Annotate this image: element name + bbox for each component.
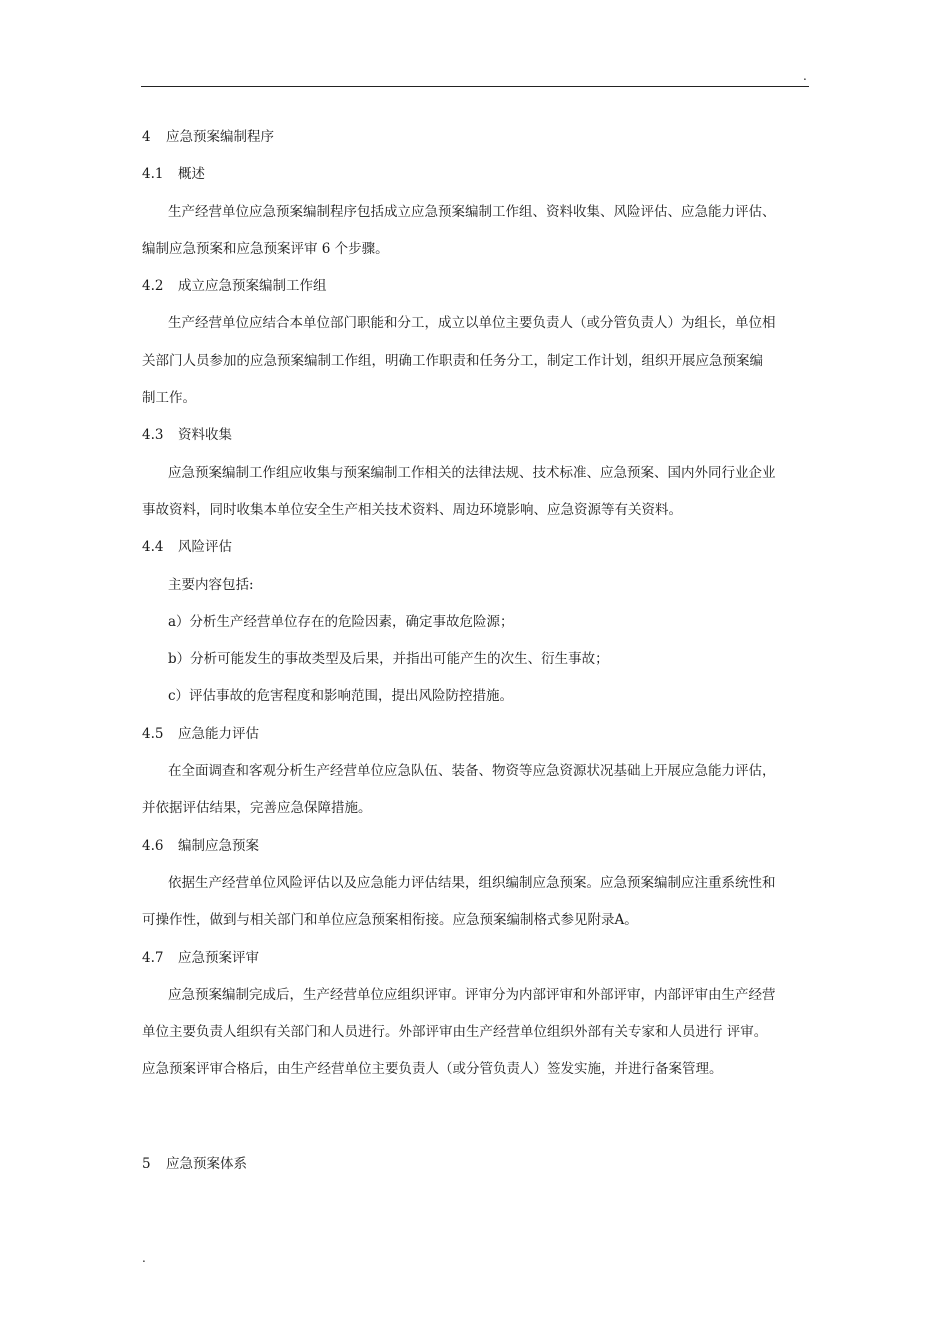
header-rule bbox=[141, 86, 809, 87]
list-item: c）评估事故的危害程度和影响范围，提出风险防控措施。 bbox=[168, 688, 514, 705]
paragraph-line: 应急预案编制工作组应收集与预案编制工作相关的法律法规、技术标准、应急预案、国内外同行业企业 bbox=[168, 464, 776, 481]
paragraph-line: 制工作。 bbox=[142, 390, 196, 407]
section-4-4-heading bbox=[142, 534, 810, 571]
section-title: 应急预案评审 bbox=[178, 949, 259, 966]
list-intro: 主要内容包括: bbox=[168, 576, 254, 593]
header-mark: . bbox=[803, 69, 807, 83]
section-title: 资料收集 bbox=[178, 427, 232, 444]
paragraph-line: 并依据评估结果，完善应急保障措施。 bbox=[142, 800, 372, 817]
paragraph-line: 编制应急预案和应急预案评审 6 个步骤。 bbox=[142, 240, 389, 257]
paragraph-line: 应急预案评审合格后，由生产经营单位主要负责人（或分管负责人）签发实施，并进行备案管理。 bbox=[142, 1061, 723, 1078]
spacer bbox=[142, 1131, 810, 1151]
paragraph-line: 事故资料，同时收集本单位安全生产相关技术资料、周边环境影响、应急资源等有关资料。 bbox=[142, 501, 682, 518]
paragraph-line: 可操作性，做到与相关部门和单位应急预案相衔接。应急预案编制格式参见附录A。 bbox=[142, 912, 638, 929]
section-number: 4.7 bbox=[142, 949, 164, 966]
section-4-heading bbox=[142, 124, 810, 161]
section-4-2-heading bbox=[142, 273, 810, 310]
paragraph-line: 关部门人员参加的应急预案编制工作组，明确工作职责和任务分工，制定工作计划，组织开展应急预案编 bbox=[142, 352, 763, 369]
section-number: 4.5 bbox=[142, 725, 164, 742]
list-item: a）分析生产经营单位存在的危险因素，确定事故危险源； bbox=[168, 613, 514, 630]
document-body bbox=[142, 124, 810, 1188]
section-number: 5 bbox=[142, 1156, 151, 1173]
section-number: 4.3 bbox=[142, 427, 164, 444]
section-title: 应急能力评估 bbox=[178, 725, 259, 742]
paragraph-line: 依据生产经营单位风险评估以及应急能力评估结果，组织编制应急预案。应急预案编制应注重系统性和 bbox=[168, 874, 776, 891]
section-title: 编制应急预案 bbox=[178, 837, 259, 854]
section-4-1-heading bbox=[142, 161, 810, 198]
list-item: b）分析可能发生的事故类型及后果，并指出可能产生的次生、衍生事故； bbox=[168, 651, 609, 668]
section-number: 4.2 bbox=[142, 278, 164, 295]
section-title: 风险评估 bbox=[178, 539, 232, 556]
section-number: 4.6 bbox=[142, 837, 164, 854]
paragraph-line: 生产经营单位应结合本单位部门职能和分工，成立以单位主要负责人（或分管负责人）为组长，单位相 bbox=[168, 315, 776, 332]
paragraph-line: 生产经营单位应急预案编制程序包括成立应急预案编制工作组、资料收集、风险评估、应急能力评估、 bbox=[168, 203, 776, 220]
footer-mark: . bbox=[142, 1251, 146, 1265]
section-number: 4 bbox=[142, 129, 151, 145]
section-number: 4.4 bbox=[142, 539, 164, 556]
paragraph-line: 单位主要负责人组织有关部门和人员进行。外部评审由生产经营单位组织外部有关专家和人员进行 评审。 bbox=[142, 1024, 768, 1041]
section-4-6-heading bbox=[142, 833, 810, 870]
paragraph-line: 在全面调查和客观分析生产经营单位应急队伍、装备、物资等应急资源状况基础上开展应急能力评估， bbox=[168, 763, 776, 780]
section-5-heading bbox=[142, 1151, 810, 1188]
section-4-3-heading bbox=[142, 422, 810, 459]
section-title: 应急预案编制程序 bbox=[166, 129, 274, 145]
section-title: 应急预案体系 bbox=[166, 1156, 247, 1173]
section-4-5-heading bbox=[142, 721, 810, 758]
section-title: 概述 bbox=[178, 166, 205, 183]
section-number: 4.1 bbox=[142, 166, 164, 183]
paragraph-line: 应急预案编制完成后，生产经营单位应组织评审。评审分为内部评审和外部评审，内部评审由生产经营 bbox=[168, 986, 776, 1003]
section-title: 成立应急预案编制工作组 bbox=[178, 278, 327, 295]
section-4-7-heading bbox=[142, 945, 810, 982]
spacer bbox=[142, 1094, 810, 1131]
